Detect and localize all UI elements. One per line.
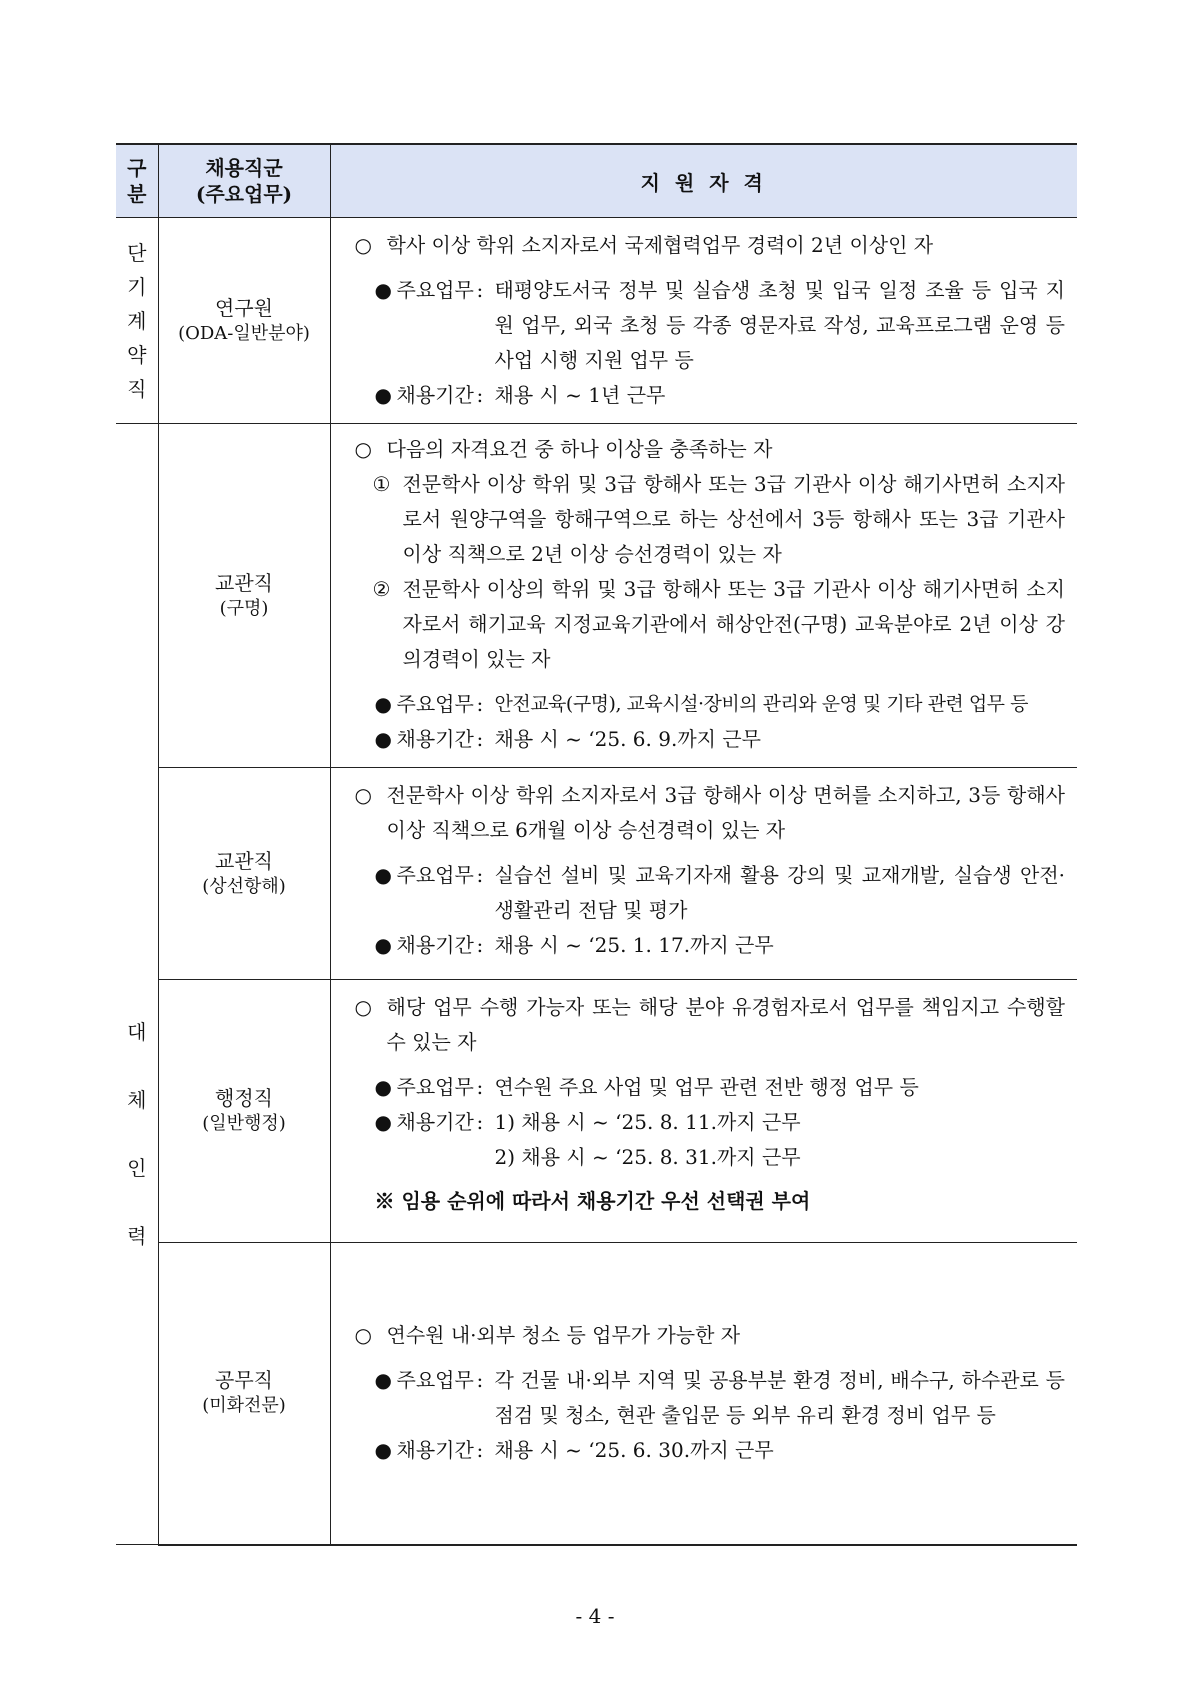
bullet-icon: ● xyxy=(374,933,392,957)
duty-item xyxy=(355,273,1066,378)
period-text: 채용 시 ~ ‘25. 1. 17.까지 근무 xyxy=(494,933,774,957)
requirement-text: 전문학사 이상의 학위 및 3급 항해사 또는 3급 기관사 이상 해기사면허 소지자로서 해기교육 지정교육기관에서 해상안전(구명) 교육분야로 2년 이상 강의경력이 있는 자 xyxy=(402,577,1065,671)
header-category xyxy=(116,144,158,218)
qualification-text: 다음의 자격요건 중 하나 이상을 충족하는 자 xyxy=(386,437,773,461)
category-char: 기 xyxy=(127,274,147,299)
bullet-icon: ● xyxy=(374,863,392,887)
bullet-icon: ● xyxy=(374,692,392,716)
qualification-text: 학사 이상 학위 소지자로서 국제협력업무 경력이 2년 이상인 자 xyxy=(386,233,934,257)
header-job xyxy=(158,144,330,218)
job-subtitle: (미화전문) xyxy=(202,1395,286,1417)
period-item xyxy=(355,378,1066,413)
duty-label: 주요업무 xyxy=(396,1075,474,1099)
circle-icon: ○ xyxy=(354,1323,372,1348)
qualification-item xyxy=(355,1318,1066,1353)
bullet-icon: ● xyxy=(374,1438,392,1463)
period-item xyxy=(355,928,1066,963)
circle-icon: ○ xyxy=(354,233,372,257)
duty-item xyxy=(355,687,1066,722)
colon-separator: : xyxy=(476,278,484,302)
bullet-icon: ● xyxy=(374,278,392,302)
qualification-cell xyxy=(330,424,1077,768)
category-substitute xyxy=(116,424,158,1545)
circle-icon: ○ xyxy=(354,783,372,807)
bullet-icon: ● xyxy=(374,727,392,751)
circle-icon: ○ xyxy=(354,437,372,461)
period-item xyxy=(355,1140,1066,1175)
job-cell xyxy=(158,424,330,768)
qualification-item xyxy=(355,228,1066,263)
period-item xyxy=(355,1433,1066,1468)
duty-text: 태평양도서국 정부 및 실습생 초청 및 입국 일정 조율 등 입국 지원 업무, 외국 초청 등 각종 영문자료 작성, 교육프로그램 운영 등 사업 시행 지원 업무 등 xyxy=(494,278,1065,372)
category-char: 계 xyxy=(127,308,147,333)
page-number: - 4 - xyxy=(575,1604,615,1628)
job-subtitle: (구명) xyxy=(219,597,269,619)
colon-separator: : xyxy=(476,383,484,407)
bullet-icon: ● xyxy=(374,1110,392,1134)
period-text: 채용 시 ~ 1년 근무 xyxy=(494,383,666,407)
header-qualification: 지 원 자 격 xyxy=(330,144,1077,218)
category-char: 력 xyxy=(127,1224,147,1248)
bullet-icon: ● xyxy=(374,1368,392,1393)
colon-separator: : xyxy=(476,1110,484,1134)
job-cell xyxy=(158,218,330,424)
period-text: 1) 채용 시 ~ ‘25. 8. 11.까지 근무 xyxy=(494,1110,801,1134)
requirement-item xyxy=(355,572,1066,677)
period-label: 채용기간 xyxy=(396,383,474,407)
period-item xyxy=(355,1105,1066,1140)
table-row xyxy=(116,768,1077,980)
number-marker: ① xyxy=(372,472,391,496)
selection-note: ※ 임용 순위에 따라서 채용기간 우선 선택권 부여 xyxy=(374,1189,811,1213)
qualification-text: 해당 업무 수행 가능자 또는 해당 분야 유경험자로서 업무를 책임지고 수행할 수 있는 자 xyxy=(386,995,1065,1054)
qualification-cell xyxy=(330,218,1077,424)
colon-separator: : xyxy=(476,727,484,751)
job-title: 교관직 xyxy=(215,570,273,595)
category-short-term xyxy=(116,218,158,424)
qualification-table xyxy=(116,143,1077,1546)
table-row xyxy=(116,980,1077,1243)
header-job-line2: (주요업무) xyxy=(195,182,293,206)
job-title: 교관직 xyxy=(215,848,273,873)
requirement-item xyxy=(355,467,1066,572)
period-label: 채용기간 xyxy=(396,933,474,957)
category-char: 직 xyxy=(127,376,147,401)
colon-separator: : xyxy=(476,863,484,887)
bullet-icon: ● xyxy=(374,1075,392,1099)
qualification-cell xyxy=(330,768,1077,980)
colon-separator: : xyxy=(476,1438,484,1463)
colon-separator: : xyxy=(476,1368,484,1393)
number-marker: ② xyxy=(372,577,391,601)
requirement-text: 전문학사 이상 학위 및 3급 항해사 또는 3급 기관사 이상 해기사면허 소지자로서 원양구역을 항해구역으로 하는 상선에서 3등 항해사 또는 3급 기관사 이상 직책으로 2년 이상 승선경력이 있는 자 xyxy=(402,472,1065,566)
period-label: 채용기간 xyxy=(396,727,474,751)
colon-separator: : xyxy=(476,692,484,716)
category-char: 약 xyxy=(127,342,147,367)
header-category-line2: 분 xyxy=(127,182,147,206)
qualification-text: 전문학사 이상 학위 소지자로서 3급 항해사 이상 면허를 소지하고, 3등 항해사 이상 직책으로 6개월 이상 승선경력이 있는 자 xyxy=(386,783,1065,842)
duty-label: 주요업무 xyxy=(396,692,474,716)
duty-text: 각 건물 내·외부 지역 및 공용부분 환경 정비, 배수구, 하수관로 등 점검 및 청소, 현관 출입문 등 외부 유리 환경 정비 업무 등 xyxy=(494,1368,1065,1428)
job-title: 연구원 xyxy=(215,295,273,320)
table-row xyxy=(116,1243,1077,1545)
qualification-text: 연수원 내·외부 청소 등 업무가 가능한 자 xyxy=(386,1323,741,1348)
colon-separator: : xyxy=(476,1075,484,1099)
table-header-row xyxy=(116,144,1077,218)
period-text: 2) 채용 시 ~ ‘25. 8. 31.까지 근무 xyxy=(494,1145,801,1169)
qualification-item xyxy=(355,778,1066,848)
qualification-cell xyxy=(330,980,1077,1243)
duty-label: 주요업무 xyxy=(396,278,474,302)
duty-item xyxy=(355,1070,1066,1105)
job-subtitle: (상선항해) xyxy=(202,875,286,897)
duty-label: 주요업무 xyxy=(396,1368,474,1393)
duty-label: 주요업무 xyxy=(396,863,474,887)
table-row xyxy=(116,424,1077,768)
bullet-icon: ● xyxy=(374,383,392,407)
circle-icon: ○ xyxy=(354,995,372,1019)
table-row xyxy=(116,218,1077,424)
job-cell xyxy=(158,768,330,980)
job-subtitle: (일반행정) xyxy=(202,1113,286,1134)
category-char: 체 xyxy=(127,1088,147,1112)
category-char: 인 xyxy=(127,1156,147,1180)
duty-item xyxy=(355,1363,1066,1433)
header-job-line1: 채용직군 xyxy=(205,156,283,180)
qualification-cell xyxy=(330,1243,1077,1545)
header-category-line1: 구 xyxy=(127,156,147,180)
qualification-item xyxy=(355,432,1066,467)
job-title: 공무직 xyxy=(215,1368,273,1393)
job-cell xyxy=(158,980,330,1243)
job-title: 행정직 xyxy=(215,1086,273,1110)
period-text: 채용 시 ~ ‘25. 6. 9.까지 근무 xyxy=(494,727,761,751)
period-text: 채용 시 ~ ‘25. 6. 30.까지 근무 xyxy=(494,1438,774,1463)
duty-text: 실습선 설비 및 교육기자재 활용 강의 및 교재개발, 실습생 안전·생활관리 전담 및 평가 xyxy=(494,863,1065,922)
period-label: 채용기간 xyxy=(396,1110,474,1134)
colon-separator: : xyxy=(476,933,484,957)
period-label: 채용기간 xyxy=(396,1438,474,1463)
qualification-item xyxy=(355,990,1066,1060)
period-item xyxy=(355,722,1066,757)
category-char: 단 xyxy=(127,240,147,265)
duty-text: 연수원 주요 사업 및 업무 관련 전반 행정 업무 등 xyxy=(494,1075,919,1099)
duty-item xyxy=(355,858,1066,928)
duty-text: 안전교육(구명), 교육시설·장비의 관리와 운영 및 기타 관련 업무 등 xyxy=(494,693,1028,715)
job-cell xyxy=(158,1243,330,1545)
category-char: 대 xyxy=(127,1020,147,1044)
job-subtitle: (ODA-일반분야) xyxy=(178,322,310,344)
